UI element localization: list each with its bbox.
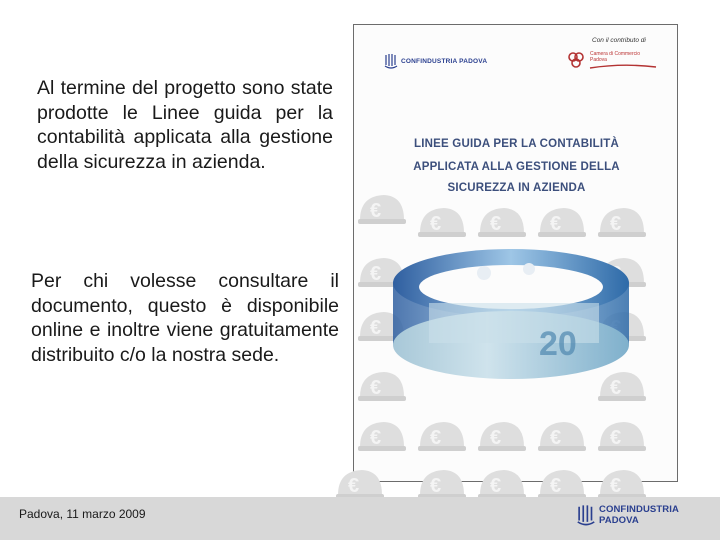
svg-text:€: €: [370, 200, 382, 222]
cover-confindustria-logo: [384, 53, 487, 69]
sponsor-label: Con il contributo di: [592, 37, 646, 44]
hard-hat-euro-icon: [476, 203, 528, 243]
chamber-of-commerce-icon: [566, 51, 586, 69]
svg-text:€: €: [490, 213, 502, 235]
svg-text:€: €: [550, 475, 562, 497]
hard-hat-euro-icon: [356, 190, 408, 230]
svg-text:€: €: [370, 427, 382, 449]
hard-hat-euro-icon: [536, 203, 588, 243]
svg-text:€: €: [610, 475, 622, 497]
svg-text:€: €: [610, 427, 622, 449]
footer-date: Padova, 11 marzo 2009: [19, 507, 146, 521]
svg-text:€: €: [610, 213, 622, 235]
chamber-of-commerce-logo: [566, 49, 656, 71]
center-ring-image: [389, 243, 634, 388]
svg-text:€: €: [430, 427, 442, 449]
guide-cover-image: [348, 24, 678, 497]
cover-organization-name: CONFINDUSTRIA PADOVA: [401, 57, 488, 65]
footer-organization-name: CONFINDUSTRIA PADOVA: [599, 504, 679, 526]
intro-paragraph: Al termine del progetto sono state prodotte le Linee guida per la contabilità applicata alla gestione della sicurezza in azienda.: [37, 77, 333, 173]
svg-text:€: €: [370, 263, 382, 285]
availability-paragraph: Per chi volesse consultare il documento, questo è disponibile online e inoltre viene gratuitamente distribuito c/o la nostra sede.: [31, 270, 339, 366]
footer-confindustria-logo: [576, 504, 720, 526]
sponsor-name: Camera di Commercio Padova: [590, 51, 641, 63]
svg-text:€: €: [550, 427, 562, 449]
svg-text:€: €: [490, 427, 502, 449]
svg-text:€: €: [370, 317, 382, 339]
hard-hat-euro-icon: [536, 417, 588, 457]
hard-hat-euro-icon: [416, 203, 468, 243]
svg-text:€: €: [430, 213, 442, 235]
svg-text:€: €: [550, 213, 562, 235]
confindustria-icon: [576, 504, 596, 526]
hard-hat-euro-icon: [356, 417, 408, 457]
hard-hat-euro-icon: [596, 203, 648, 243]
slide-footer: [0, 497, 720, 540]
hard-hat-euro-icon: [476, 417, 528, 457]
svg-text:€: €: [348, 475, 360, 497]
confindustria-icon: [384, 53, 398, 69]
svg-text:€: €: [610, 377, 622, 399]
svg-text:20: 20: [539, 325, 577, 363]
svg-text:€: €: [430, 475, 442, 497]
cover-title-line: LINEE GUIDA PER LA CONTABILITÀ: [414, 138, 619, 150]
svg-text:€: €: [370, 377, 382, 399]
hard-hat-euro-icon: [596, 417, 648, 457]
hard-hat-euro-icon: [416, 417, 468, 457]
svg-text:€: €: [490, 475, 502, 497]
cover-title-line: SICUREZZA IN AZIENDA: [447, 182, 586, 194]
cover-title-line: APPLICATA ALLA GESTIONE DELLA: [413, 161, 620, 173]
